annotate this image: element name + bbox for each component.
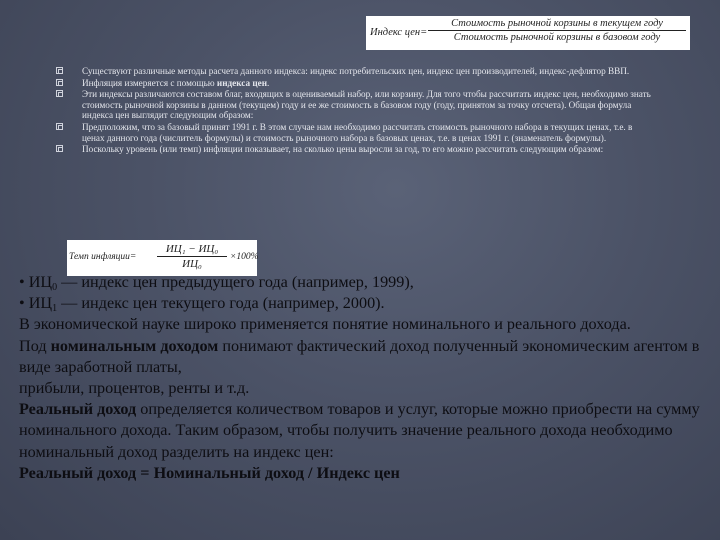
formula-denominator: Стоимость рыночной корзины в базовом году: [453, 32, 661, 43]
bullet-square-icon: [56, 145, 63, 152]
bullet-square-icon: [56, 67, 63, 74]
paragraph: Под номинальным доходом понимают фактический доход полученный экономическим агентом в виде заработной платы,: [19, 336, 700, 376]
bullet-text: Инфляция измеряется с помощью: [82, 77, 217, 88]
bullet-square-icon: [56, 79, 63, 86]
inflation-rate-formula: [67, 240, 257, 276]
formula-rhs: ×100%: [230, 252, 259, 262]
list-item: [56, 122, 656, 143]
formula-fraction: [157, 243, 227, 270]
bullet-text: Существуют различные методы расчета данного индекса: индекс потребительских цен, индекс цен производителей, индекс-дефлятор ВВП.: [82, 66, 630, 76]
formula-numerator: Стоимость рыночной корзины в текущем году: [428, 18, 686, 31]
formula-numerator: ИЦ₁ − ИЦ₀: [157, 243, 227, 257]
formula-lhs: Темп инфляции=: [69, 252, 137, 262]
main-text-block: [19, 272, 709, 484]
definition-ic0: • $ИЦ_0$ — индекс цен предыдущего года (например, 1999),: [19, 273, 414, 293]
definition-ic1: • $ИЦ_1$ — индекс цен текущего года (например, 2000).: [19, 294, 385, 315]
paragraph: прибыли, процентов, ренты и т.д.: [19, 379, 250, 398]
real-income-formula: Реальный доход = Номинальный доход / Индекс цен: [19, 463, 400, 482]
formula-fraction: [428, 18, 686, 43]
bullet-text: Эти индексы различаются составом благ, входящих в оцениваемый набор, или корзину. Для того чтобы рассчитать индекс цен, необходимо знать стоимость рыночной корзины в данном (текущем) году и ее же стоимость в базовом году (году, принятом за точку отсчета). Общая формула индекса цен выглядит следующим образом:: [82, 89, 651, 121]
formula-denominator: ИЦ₀: [182, 258, 202, 270]
bullet-bold-text: индекса цен: [216, 77, 268, 88]
bullet-text: .: [267, 77, 270, 88]
price-index-formula: [366, 16, 690, 50]
bullet-text: Поскольку уровень (или темп) инфляции показывает, на сколько цены выросли за год, то его можно рассчитать следующим образом:: [82, 144, 604, 155]
list-item: [56, 78, 656, 89]
list-item: [56, 66, 656, 77]
list-item: [56, 89, 656, 121]
bullet-square-icon: [56, 123, 63, 130]
paragraph: В экономической науке широко применяется понятие номинального и реального дохода.: [19, 315, 631, 334]
formula-lhs: Индекс цен=: [370, 27, 428, 38]
paragraph: Реальный доход определяется количеством товаров и услуг, которые можно приобрести на сумму номинального дохода. Таким образом, чтобы получить значение реального дохода необходимо номинальный доход разделить на индекс цен:: [19, 400, 700, 461]
bullet-list: [56, 66, 656, 156]
bullet-square-icon: [56, 90, 63, 97]
list-item: [56, 144, 656, 155]
bullet-text: Предположим, что за базовый принят 1991 г. В этом случае нам необходимо рассчитать стоимость рыночного набора в текущих ценах, т.е. в ценах данного года (числитель формулы) и стоимость рыночного набора в базовых ценах, т.е. в ценах 1991 г. (знаменатель формулы).: [82, 121, 633, 143]
